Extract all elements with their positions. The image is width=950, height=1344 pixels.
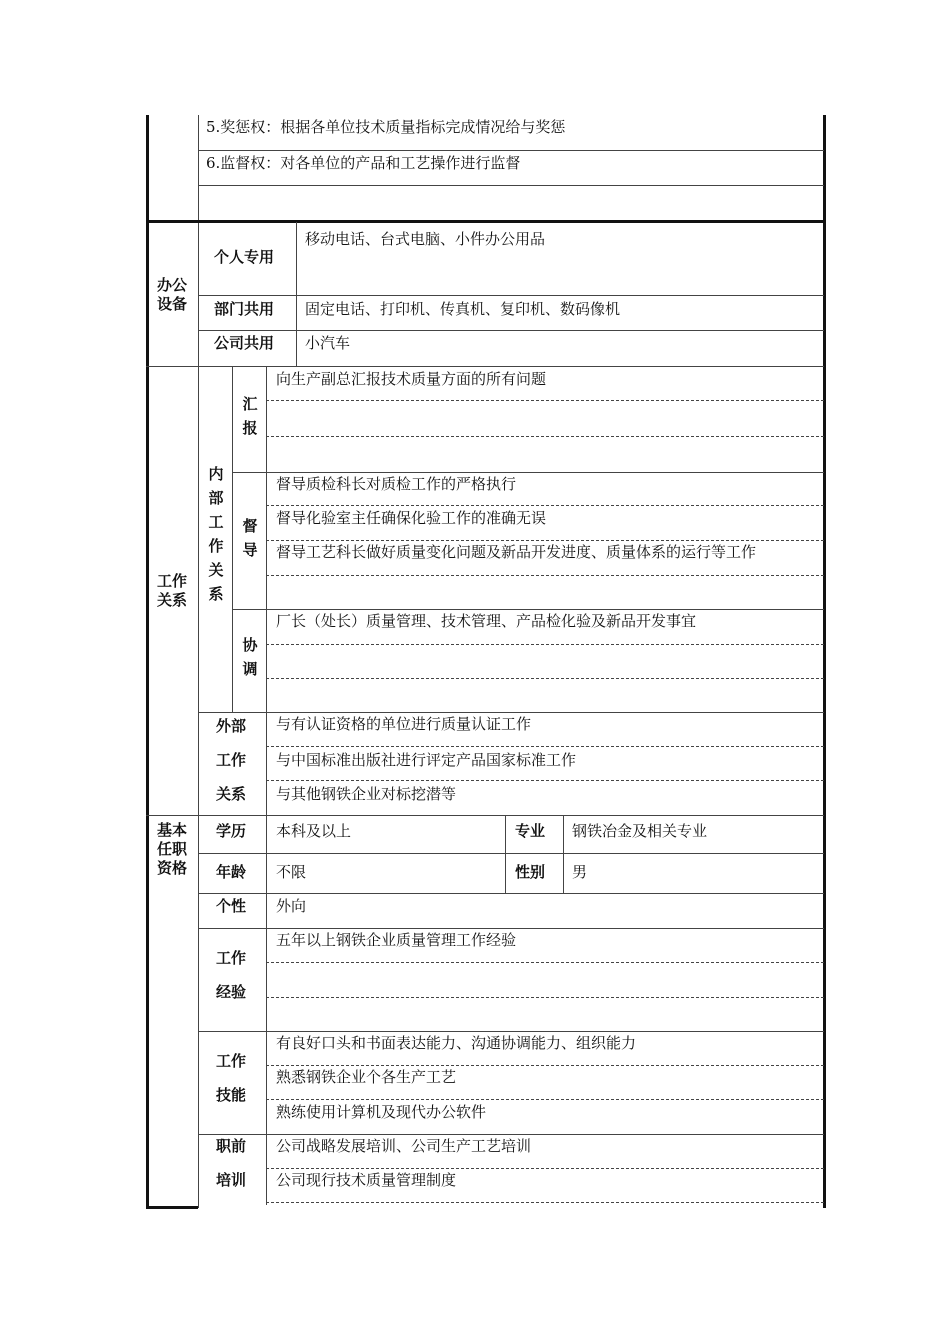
- skills-item-3: 熟练使用计算机及现代办公软件: [276, 1103, 487, 1121]
- report-label: 汇报: [242, 395, 258, 437]
- qualification-label: 基本任职资格: [156, 821, 187, 877]
- age-value: 不限: [276, 863, 307, 881]
- skills-item-2: 熟悉钢铁企业个各生产工艺: [276, 1068, 457, 1086]
- major-label: 专业: [515, 822, 546, 840]
- skills-label-2: 技能: [216, 1086, 247, 1104]
- experience-value: 五年以上钢铁企业质量管理工作经验: [276, 931, 517, 949]
- personal-use-value: 移动电话、台式电脑、小件办公用品: [305, 230, 546, 248]
- department-shared-value: 固定电话、打印机、传真机、复印机、数码像机: [305, 300, 621, 318]
- education-label: 学历: [216, 822, 247, 840]
- gender-value: 男: [572, 863, 588, 881]
- work-relations-label: 工作关系: [156, 572, 187, 609]
- supervise-item-2: 督导化验室主任确保化验工作的准确无误: [276, 509, 547, 527]
- personality-label: 个性: [216, 897, 247, 915]
- age-label: 年龄: [216, 863, 247, 881]
- skills-label-1: 工作: [216, 1052, 247, 1070]
- training-label-2: 培训: [216, 1171, 247, 1189]
- training-item-1: 公司战略发展培训、公司生产工艺培训: [276, 1137, 532, 1155]
- supervise-label: 督导: [242, 517, 258, 559]
- department-shared-label: 部门共用: [214, 300, 275, 318]
- external-item-1: 与有认证资格的单位进行质量认证工作: [276, 715, 532, 733]
- external-label-2: 工作: [216, 751, 247, 769]
- training-label-1: 职前: [216, 1137, 247, 1155]
- experience-label-1: 工作: [216, 949, 247, 967]
- authority-item-5: 5.奖惩权：根据各单位技术质量指标完成情况给与奖惩: [206, 118, 566, 136]
- office-equipment-label: 办公设备: [156, 276, 187, 313]
- company-shared-value: 小汽车: [305, 334, 351, 352]
- personality-value: 外向: [276, 897, 307, 915]
- experience-label-2: 经验: [216, 983, 247, 1001]
- external-item-2: 与中国标准出版社进行评定产品国家标准工作: [276, 751, 577, 769]
- skills-item-1: 有良好口头和书面表达能力、沟通协调能力、组织能力: [276, 1034, 637, 1052]
- coordinate-label: 协调: [242, 636, 258, 678]
- authority-item-6: 6.监督权：对各单位的产品和工艺操作进行监督: [206, 154, 521, 172]
- external-item-3: 与其他钢铁企业对标挖潜等: [276, 785, 457, 803]
- external-label-3: 关系: [216, 785, 247, 803]
- internal-relations-label: 内部工作关系: [208, 465, 224, 603]
- company-shared-label: 公司共用: [214, 334, 275, 352]
- supervise-item-1: 督导质检科长对质检工作的严格执行: [276, 475, 517, 493]
- personal-use-label: 个人专用: [214, 248, 275, 266]
- major-value: 钢铁冶金及相关专业: [572, 822, 708, 840]
- gender-label: 性别: [515, 863, 546, 881]
- coordinate-item: 厂长（处长）质量管理、技术管理、产品检化验及新品开发事宜: [276, 612, 697, 630]
- supervise-item-3: 督导工艺科长做好质量变化问题及新品开发进度、质量体系的运行等工作: [276, 543, 757, 561]
- report-item: 向生产副总汇报技术质量方面的所有问题: [276, 370, 547, 388]
- external-label-1: 外部: [216, 717, 247, 735]
- education-value: 本科及以上: [276, 822, 352, 840]
- training-item-2: 公司现行技术质量管理制度: [276, 1171, 457, 1189]
